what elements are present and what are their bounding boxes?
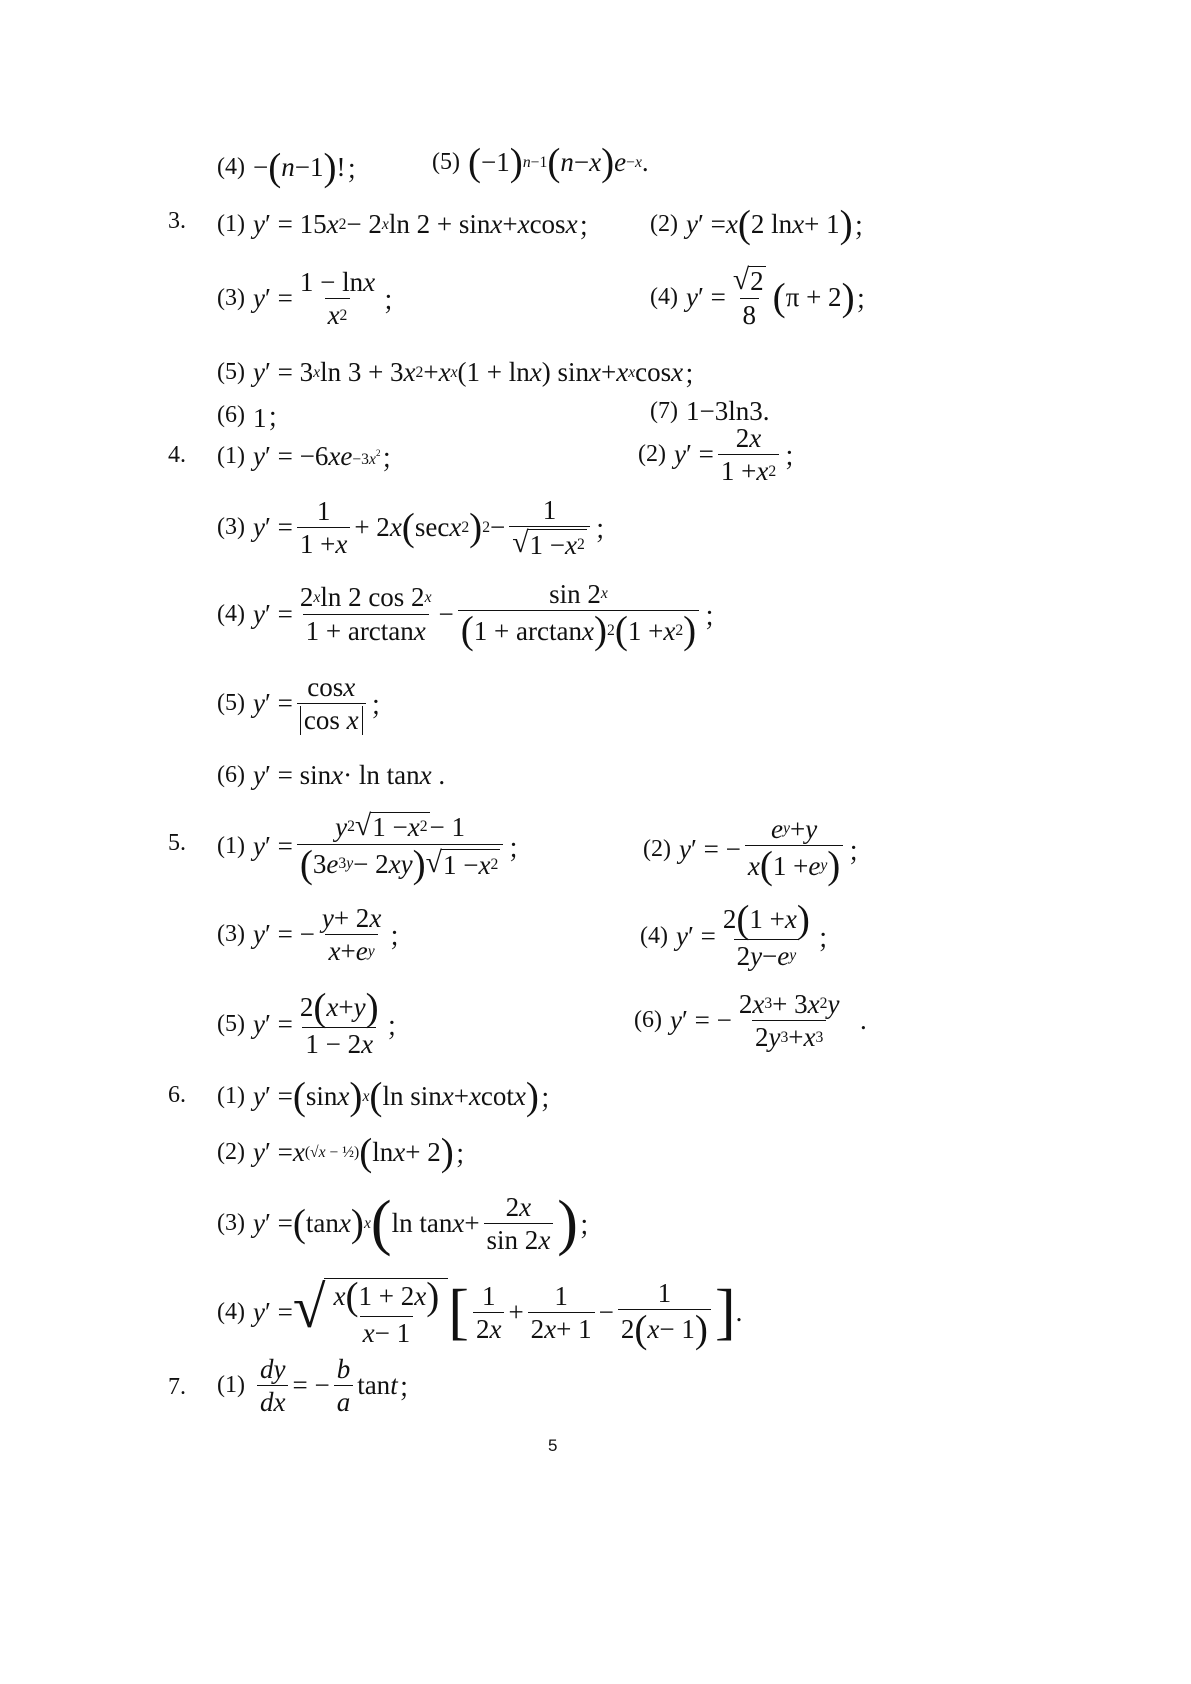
item-label: (4) xyxy=(640,922,668,949)
item-label: (2) xyxy=(217,1139,245,1165)
item-label: (6) xyxy=(217,402,245,428)
item-label: (6) xyxy=(634,1007,662,1034)
problem-number: 3. xyxy=(168,208,186,234)
math-expression: $\frac{dy}{dx}$ = − $\frac{b}{a}$ tan t ； xyxy=(253,1355,425,1417)
problem-number: 5. xyxy=(168,830,186,856)
semicolon: ； xyxy=(345,155,373,185)
answer-5-1 xyxy=(217,810,535,886)
math-expression: y ′ = − 2 x 3 + 3 x 2 y 2 y 3 + x 3 . xyxy=(669,989,867,1053)
item-label: (1) xyxy=(217,211,245,237)
answer-6-1 xyxy=(217,1074,566,1118)
answer-5-4 xyxy=(640,898,844,972)
math-expression: y ′ = cos x cos x ； xyxy=(252,672,397,736)
math-expression: y ′ = − e y + y x ( 1 + e y ) ； xyxy=(678,814,875,888)
answer-4-4 xyxy=(217,579,731,653)
item-label: (4) xyxy=(217,154,245,180)
math-expression: y ′ = − y + 2 x x + e y ； xyxy=(252,903,416,967)
item-label: (4) xyxy=(650,284,678,311)
item-label: (4) xyxy=(217,1299,245,1326)
answer-7-1 xyxy=(217,1355,425,1417)
math-expression: y ′ = √ x ( 1 + 2 x ) x − 1 [ 1 2 x + 1 2 x + 1 − 1 2 ( x − 1 ) ] . xyxy=(252,1274,743,1351)
math-expression: y ′ = 1 1 + x + 2 x ( sec x 2 ) 2 − 1 √ 1 − x 2 ； xyxy=(252,495,621,560)
problem-number: 7. xyxy=(168,1374,186,1400)
answer-4-1 xyxy=(217,437,407,476)
period: . xyxy=(641,147,649,178)
item-label: (6) xyxy=(217,762,245,788)
answer-value: 1； xyxy=(252,403,294,433)
item-label: (3) xyxy=(217,921,245,948)
item-label: (2) xyxy=(643,835,671,862)
answer-6-4 xyxy=(217,1274,743,1351)
math-expression: y ′ = −6 xe $-3x^2$ ； xyxy=(252,441,408,474)
answer-4-2 xyxy=(638,424,810,486)
item-label: (5) xyxy=(217,690,245,717)
item-label: (1) xyxy=(217,1083,245,1109)
answer-6-3 xyxy=(217,1189,605,1257)
answer-value: 1−3ln3. xyxy=(685,396,770,426)
page-number: 5 xyxy=(548,1436,558,1455)
answer-3-3 xyxy=(217,268,409,330)
answer-4-5 xyxy=(217,673,397,735)
answer-5-2 xyxy=(643,814,875,888)
answer-3-4 xyxy=(650,266,882,329)
item-label: (3) xyxy=(217,285,245,312)
item-label: (5) xyxy=(217,1010,245,1037)
answer-3-1 xyxy=(217,205,605,244)
math-expression: y ′ = x (√x − ½) ( ln x + 2 ) ； xyxy=(252,1130,481,1174)
math-expression: y ′ = 2 ( 1 + x ) 2 y − e y ； xyxy=(675,898,844,972)
answer-4-6 xyxy=(217,760,445,791)
answer-3-6 xyxy=(217,396,293,435)
math-expression: y ′ = 2 x 1 + x 2 ； xyxy=(673,423,811,487)
math-expression: y ′ = y 2 √ 1 − x 2 − 1 ( 3 e 3y − 2 xy ) √ 1 − x 2 ； xyxy=(252,810,535,886)
math-expression: y ′ = ( sin x ) x ( ln sin x + x cot x ) ； xyxy=(252,1074,566,1118)
answer-2-5 xyxy=(432,141,649,184)
item-label: (7) xyxy=(650,398,678,424)
answer-2-4 xyxy=(217,145,373,189)
item-label: (5) xyxy=(432,149,460,176)
math-expression: y ′ = x ( 2 ln x + 1 ) ； xyxy=(685,202,880,246)
math-expression: y ′ = 2 ( x + y ) 1 − 2 x ； xyxy=(252,986,413,1060)
item-label: (3) xyxy=(217,514,245,541)
problem-number: 6. xyxy=(168,1082,186,1108)
math-expression: y ′ = sin x · ln tan x . xyxy=(252,760,446,790)
answer-5-3 xyxy=(217,904,415,966)
item-label: (1) xyxy=(217,1372,245,1399)
math-expression: y ′ = ( tan x ) x ( ln tan x + 2 x sin 2 x ) ； xyxy=(252,1189,605,1257)
item-label: (4) xyxy=(217,600,245,627)
math-expression: y ′ = √ 2 8 ( π + 2 ) ； xyxy=(685,264,882,330)
answer-6-2 xyxy=(217,1130,481,1174)
item-label: (2) xyxy=(638,441,666,468)
math-expression: y ′ = 2 x ln 2 cos 2 x 1 + arctan x − sin 2 x ( 1 + arctan x ) 2 ( 1 + x 2 ) ； xyxy=(252,579,731,653)
answer-5-6 xyxy=(634,990,867,1052)
item-label: (3) xyxy=(217,1210,245,1237)
item-label: (1) xyxy=(217,443,245,469)
math-expression: y ′ = 15 x 2 − 2 x ln 2 + sin x + x cos x ； xyxy=(252,209,605,242)
item-label: (1) xyxy=(217,833,245,860)
answer-5-5 xyxy=(217,986,413,1060)
math-expression: y ′ = 1 − ln x x 2 ； xyxy=(252,267,410,331)
answer-3-2 xyxy=(650,202,880,246)
math-expression: ( −1 ) n−1 ( n − x ) e −x xyxy=(467,141,642,184)
answer-3-5 xyxy=(217,353,710,392)
item-label: (5) xyxy=(217,359,245,385)
math-expression: − ( n −1 ) ! xyxy=(252,145,346,189)
problem-number: 4. xyxy=(168,442,186,468)
answer-4-3 xyxy=(217,496,621,559)
item-label: (2) xyxy=(650,211,678,237)
math-expression: y ′ = 3 x ln 3 + 3 x 2 + x x (1 + ln x ) sin x + x x cos x ； xyxy=(252,357,711,390)
